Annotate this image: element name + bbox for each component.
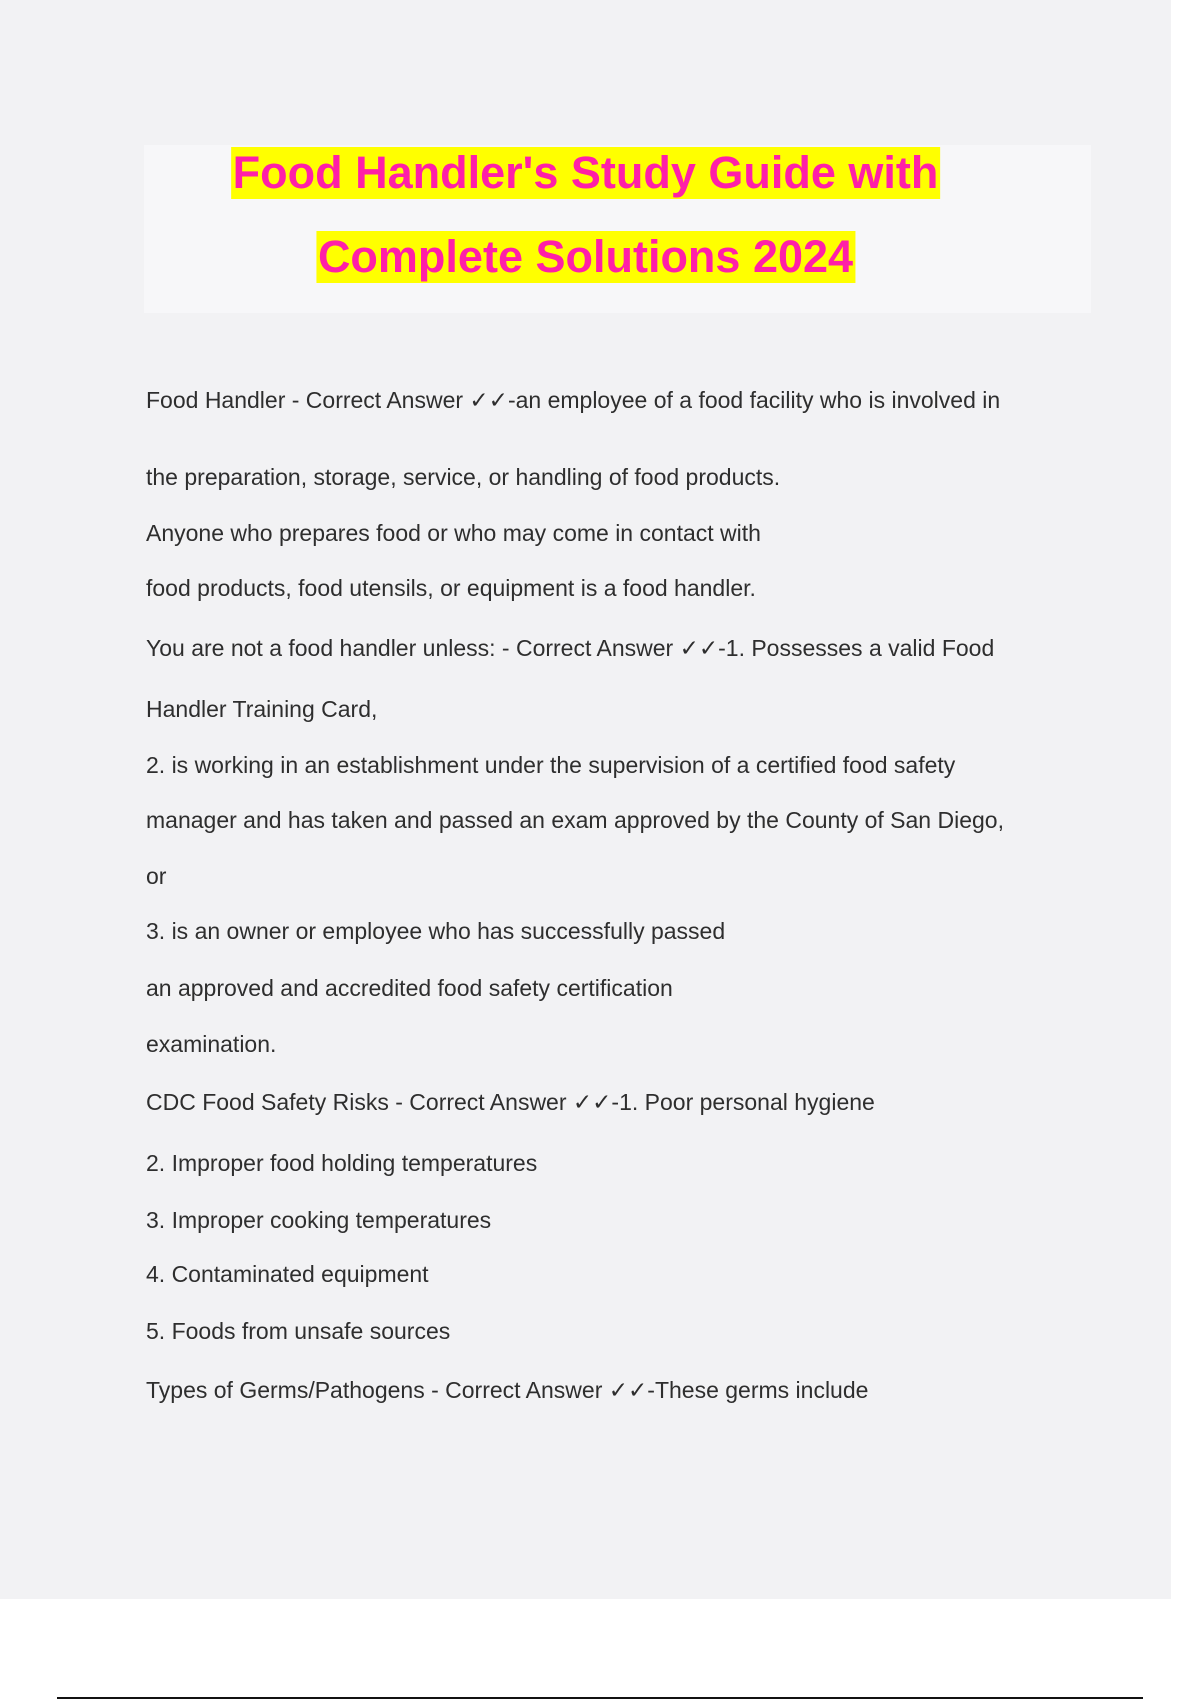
text-line: an approved and accredited food safety certification: [146, 975, 673, 1001]
text-line: You are not a food handler unless: - Correct Answer ✓✓-1. Possesses a valid Food: [146, 635, 995, 661]
document-title-line-1: Food Handler's Study Guide with: [232, 147, 939, 198]
text-line: 5. Foods from unsafe sources: [146, 1318, 451, 1344]
text-line: food products, food utensils, or equipment is a food handler.: [146, 575, 756, 601]
text-line: examination.: [146, 1031, 277, 1057]
text-line: 3. Improper cooking temperatures: [146, 1207, 492, 1233]
text-line: CDC Food Safety Risks - Correct Answer ✓✓-1. Poor personal hygiene: [146, 1089, 875, 1115]
text-line: 3. is an owner or employee who has successfully passed: [146, 918, 726, 944]
text-line: manager and has taken and passed an exam approved by the County of San Diego,: [146, 807, 1004, 833]
text-line: 2. is working in an establishment under the supervision of a certified food safety: [146, 752, 956, 778]
text-line: 4. Contaminated equipment: [146, 1261, 429, 1287]
text-line: 2. Improper food holding temperatures: [146, 1150, 538, 1176]
page-bottom-divider: [57, 1697, 1143, 1699]
text-line: Handler Training Card,: [146, 696, 378, 722]
text-line: the preparation, storage, service, or handling of food products.: [146, 464, 781, 490]
text-line: Anyone who prepares food or who may come in contact with: [146, 520, 761, 546]
text-line: Food Handler - Correct Answer ✓✓-an employee of a food facility who is involved in: [146, 387, 1001, 413]
document-title-line-2: Complete Solutions 2024: [317, 231, 854, 282]
text-line: or: [146, 863, 167, 889]
text-line: Types of Germs/Pathogens - Correct Answer ✓✓-These germs include: [146, 1377, 869, 1403]
